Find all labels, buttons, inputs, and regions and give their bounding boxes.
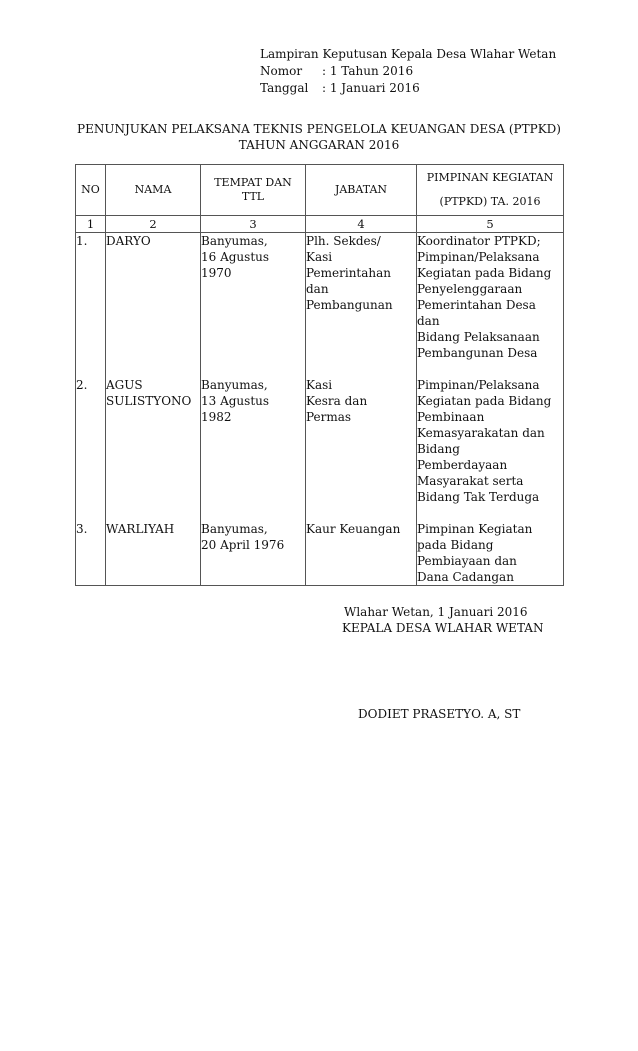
ttl-line: Banyumas,	[201, 234, 268, 248]
header-pimpinan	[417, 165, 564, 216]
attachment-tanggal	[260, 80, 556, 97]
row-1-jabatan	[306, 233, 416, 361]
title-line-2: TAHUN ANGGARAN 2016	[238, 138, 400, 152]
jabatan-line: Kesra dan	[306, 394, 368, 408]
column-number: 5	[417, 216, 564, 233]
row-1-ttl	[201, 233, 305, 361]
column-number: 3	[201, 216, 306, 233]
attachment-title: Lampiran Keputusan Kepala Desa Wlahar Wetan	[260, 47, 557, 61]
row-1-no	[76, 233, 105, 361]
no-line: 1.	[76, 234, 88, 248]
jabatan-line: Plh. Sekdes/	[306, 234, 381, 248]
row-2-nama	[106, 377, 200, 505]
pimpinan-line: Pimpinan/Pelaksana	[417, 378, 540, 392]
nomor-label: Nomor	[260, 64, 303, 78]
nama-line: WARLIYAH	[106, 522, 175, 536]
no-cell	[76, 233, 106, 586]
table-header-row	[76, 165, 564, 216]
row-2-no	[76, 377, 105, 505]
header-tempat-line-1: TEMPAT DAN	[214, 176, 292, 189]
row-3-nama	[106, 521, 200, 585]
pimpinan-cell	[417, 233, 564, 586]
pimpinan-line: pada Bidang	[417, 538, 494, 552]
signature-position: KEPALA DESA WLAHAR WETAN	[342, 621, 544, 635]
pimpinan-line: Pembangunan Desa	[417, 346, 538, 360]
pimpinan-line: Kemasyarakatan dan	[417, 426, 545, 440]
tanggal-label: Tanggal	[260, 81, 309, 95]
pimpinan-line: Kegiatan pada Bidang	[417, 266, 552, 280]
ttl-cell	[201, 233, 306, 586]
header-tempat-ttl	[201, 165, 306, 216]
tanggal-value: : 1 Januari 2016	[322, 81, 420, 95]
nama-cell	[106, 233, 201, 586]
table-body-row	[76, 233, 564, 586]
row-3-jabatan	[306, 521, 416, 585]
pimpinan-line: Dana Cadangan	[417, 570, 514, 584]
column-number: 2	[106, 216, 201, 233]
pimpinan-line: Pemberdayaan	[417, 458, 508, 472]
header-pimpinan-line-2: (PTPKD) TA. 2016	[439, 195, 541, 208]
row-2-ttl	[201, 377, 305, 505]
ttl-line: Banyumas,	[201, 522, 268, 536]
header-no: NO	[76, 165, 106, 216]
attachment-nomor	[260, 63, 556, 80]
signature-block	[342, 604, 543, 636]
jabatan-line: dan	[306, 282, 329, 296]
pimpinan-line: Masyarakat serta	[417, 474, 524, 488]
jabatan-line: Kaur Keuangan	[306, 522, 401, 536]
pimpinan-line: Pembiayaan dan	[417, 554, 517, 568]
jabatan-line: Pembangunan	[306, 298, 393, 312]
pimpinan-line: dan	[417, 314, 440, 328]
signatory-name: DODIET PRASETYO. A, ST	[358, 707, 521, 721]
pimpinan-line: Bidang Tak Terduga	[417, 490, 540, 504]
row-1-pimpinan	[417, 233, 563, 361]
nama-line: DARYO	[106, 234, 151, 248]
row-3-no	[76, 521, 105, 585]
pimpinan-line: Penyelenggaraan	[417, 282, 523, 296]
row-1-nama	[106, 233, 200, 361]
ttl-line: 1970	[201, 266, 232, 280]
ttl-line: Banyumas,	[201, 378, 268, 392]
ttl-line: 16 Agustus	[201, 250, 270, 264]
pimpinan-line: Koordinator PTPKD;	[417, 234, 541, 248]
nama-line: AGUS	[106, 378, 143, 392]
jabatan-line: Permas	[306, 410, 352, 424]
no-line: 2.	[76, 378, 88, 392]
column-number: 4	[306, 216, 417, 233]
jabatan-line: Pemerintahan	[306, 266, 392, 280]
header-pimpinan-line-1: PIMPINAN KEGIATAN	[426, 171, 554, 184]
pimpinan-line: Bidang	[417, 442, 460, 456]
row-2-pimpinan	[417, 377, 563, 505]
jabatan-line: Kasi	[306, 250, 333, 264]
header-nama: NAMA	[106, 165, 201, 216]
nomor-value: : 1 Tahun 2016	[322, 64, 414, 78]
header-jabatan: JABATAN	[306, 165, 417, 216]
pimpinan-line: Pemerintahan Desa	[417, 298, 536, 312]
signature-place-date: Wlahar Wetan, 1 Januari 2016	[344, 605, 528, 619]
row-3-pimpinan	[417, 521, 563, 585]
row-2-jabatan	[306, 377, 416, 505]
ttl-line: 13 Agustus	[201, 394, 270, 408]
pimpinan-line: Kegiatan pada Bidang	[417, 394, 552, 408]
pimpinan-line: Pimpinan Kegiatan	[417, 522, 533, 536]
row-3-ttl	[201, 521, 305, 585]
column-number: 1	[76, 216, 106, 233]
document-title	[0, 121, 638, 153]
attachment-block	[260, 46, 556, 97]
jabatan-cell	[306, 233, 417, 586]
title-line-1: PENUNJUKAN PELAKSANA TEKNIS PENGELOLA KEUANGAN DESA (PTPKD)	[77, 122, 561, 136]
jabatan-line: Kasi	[306, 378, 333, 392]
ttl-line: 1982	[201, 410, 232, 424]
no-line: 3.	[76, 522, 88, 536]
pimpinan-line: Pembinaan	[417, 410, 485, 424]
header-tempat-line-2: TTL	[241, 190, 265, 203]
pimpinan-line: Bidang Pelaksanaan	[417, 330, 540, 344]
ttl-line: 20 April 1976	[201, 538, 285, 552]
nama-line: SULISTYONO	[106, 394, 192, 408]
ptpkd-table	[75, 164, 564, 586]
column-number-row	[76, 216, 564, 233]
pimpinan-line: Pimpinan/Pelaksana	[417, 250, 540, 264]
